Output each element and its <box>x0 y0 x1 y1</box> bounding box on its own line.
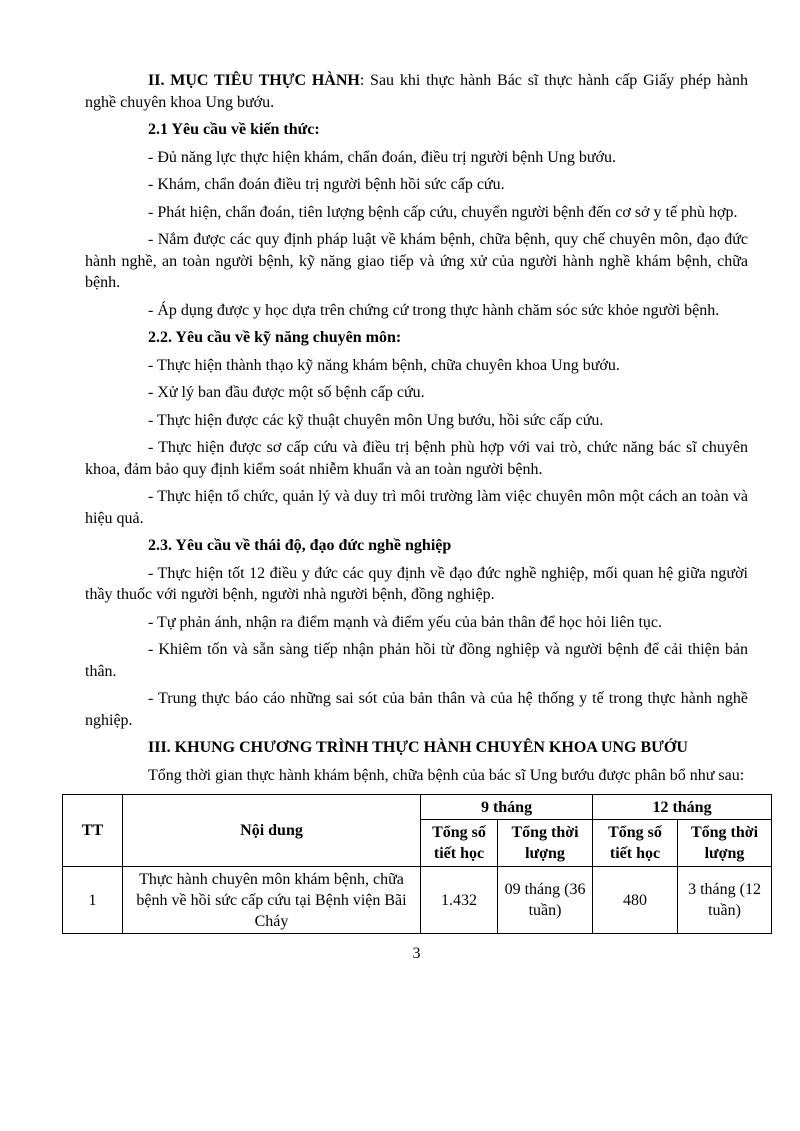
section-2-intro <box>85 70 748 113</box>
cell-thoi-luong-12-thang: 3 tháng (12 tuần) <box>678 867 772 934</box>
cell-tiet-hoc-9-thang: 1.432 <box>421 867 498 934</box>
col-header-tong-thoi-luong-9: Tổng thời lượng <box>498 820 593 867</box>
cell-thoi-luong-9-thang: 09 tháng (36 tuần) <box>498 867 593 934</box>
list-item: - Khiêm tốn và sẵn sàng tiếp nhận phản hồi từ đồng nghiệp và người bệnh để cải thiện bản thân. <box>85 641 748 680</box>
section-3-heading: III. KHUNG CHƯƠNG TRÌNH THỰC HÀNH CHUYÊN KHOA UNG BƯỚU <box>148 739 688 756</box>
list-item: - Trung thực báo cáo những sai sót của bản thân và của hệ thống y tế trong thực hành nghề nghiệp. <box>85 690 748 729</box>
schedule-table <box>62 794 772 934</box>
subsection-2-3-heading: 2.3. Yêu cầu về thái độ, đạo đức nghề nghiệp <box>148 537 452 554</box>
section-2-intro-text: : Sau khi thực hành Bác sĩ thực hành cấp Giấy phép hành nghề chuyên khoa Ung bướu. <box>85 72 748 111</box>
cell-noi-dung: Thực hành chuyên môn khám bệnh, chữa bệnh về hồi sức cấp cứu tại Bệnh viện Bãi Cháy <box>123 867 421 934</box>
col-header-tong-so-tiet-hoc-12: Tổng số tiết học <box>593 820 678 867</box>
list-item: - Đủ năng lực thực hiện khám, chẩn đoán, điều trị người bệnh Ung bướu. <box>148 148 616 166</box>
list-item: - Thực hiện tốt 12 điều y đức các quy định về đạo đức nghề nghiệp, mối quan hệ giữa người thầy thuốc với người bệnh, người nhà người bệnh, đồng nghiệp. <box>85 564 748 603</box>
list-item: - Thực hiện được các kỹ thuật chuyên môn Ung bướu, hồi sức cấp cứu. <box>148 411 604 429</box>
list-item: - Thực hiện được sơ cấp cứu và điều trị bệnh phù hợp với vai trò, chức năng bác sĩ chuyên khoa, đảm bảo quy định kiểm soát nhiễm khuẩn và an toàn người bệnh. <box>85 439 748 478</box>
cell-tt: 1 <box>63 867 123 934</box>
col-header-noi-dung: Nội dung <box>123 795 421 867</box>
cell-tiet-hoc-12-thang: 480 <box>593 867 678 934</box>
col-header-tt: TT <box>63 795 123 867</box>
list-item: - Thực hiện thành thạo kỹ năng khám bệnh, chữa chuyên khoa Ung bướu. <box>148 356 620 374</box>
table-header-row-groups <box>63 795 772 820</box>
table-row <box>63 867 772 934</box>
page-number: 3 <box>412 945 421 962</box>
list-item: - Khám, chẩn đoán điều trị người bệnh hồi sức cấp cứu. <box>148 176 505 193</box>
list-item: - Tự phản ánh, nhận ra điểm mạnh và điểm yếu của bản thân để học hỏi liên tục. <box>148 613 662 631</box>
col-group-12-thang: 12 tháng <box>593 795 772 820</box>
list-item: - Phát hiện, chẩn đoán, tiên lượng bệnh cấp cứu, chuyển người bệnh đến cơ sở y tế phù hợp. <box>148 203 738 221</box>
col-header-tong-so-tiet-hoc-9: Tổng số tiết học <box>421 820 498 867</box>
section-2-title: II. MỤC TIÊU THỰC HÀNH <box>148 72 360 89</box>
list-item: - Xử lý ban đầu được một số bệnh cấp cứu. <box>148 384 425 401</box>
list-item: - Nắm được các quy định pháp luật về khám bệnh, chữa bệnh, quy chế chuyên môn, đạo đức hành nghề, an toàn người bệnh, kỹ năng giao tiếp và ứng xử của người hành nghề khám bệnh, chữa bệnh. <box>85 231 748 291</box>
subsection-2-1-heading: 2.1 Yêu cầu về kiến thức: <box>148 121 320 138</box>
section-3-intro: Tổng thời gian thực hành khám bệnh, chữa bệnh của bác sĩ Ung bướu được phân bổ như sau: <box>148 766 745 784</box>
list-item: - Áp dụng được y học dựa trên chứng cứ trong thực hành chăm sóc sức khỏe người bệnh. <box>148 301 720 319</box>
subsection-2-2-heading: 2.2. Yêu cầu về kỹ năng chuyên môn: <box>148 329 402 346</box>
col-group-9-thang: 9 tháng <box>421 795 593 820</box>
list-item: - Thực hiện tổ chức, quản lý và duy trì môi trường làm việc chuyên môn một cách an toàn và hiệu quả. <box>85 488 748 527</box>
col-header-tong-thoi-luong-12: Tổng thời lượng <box>678 820 772 867</box>
